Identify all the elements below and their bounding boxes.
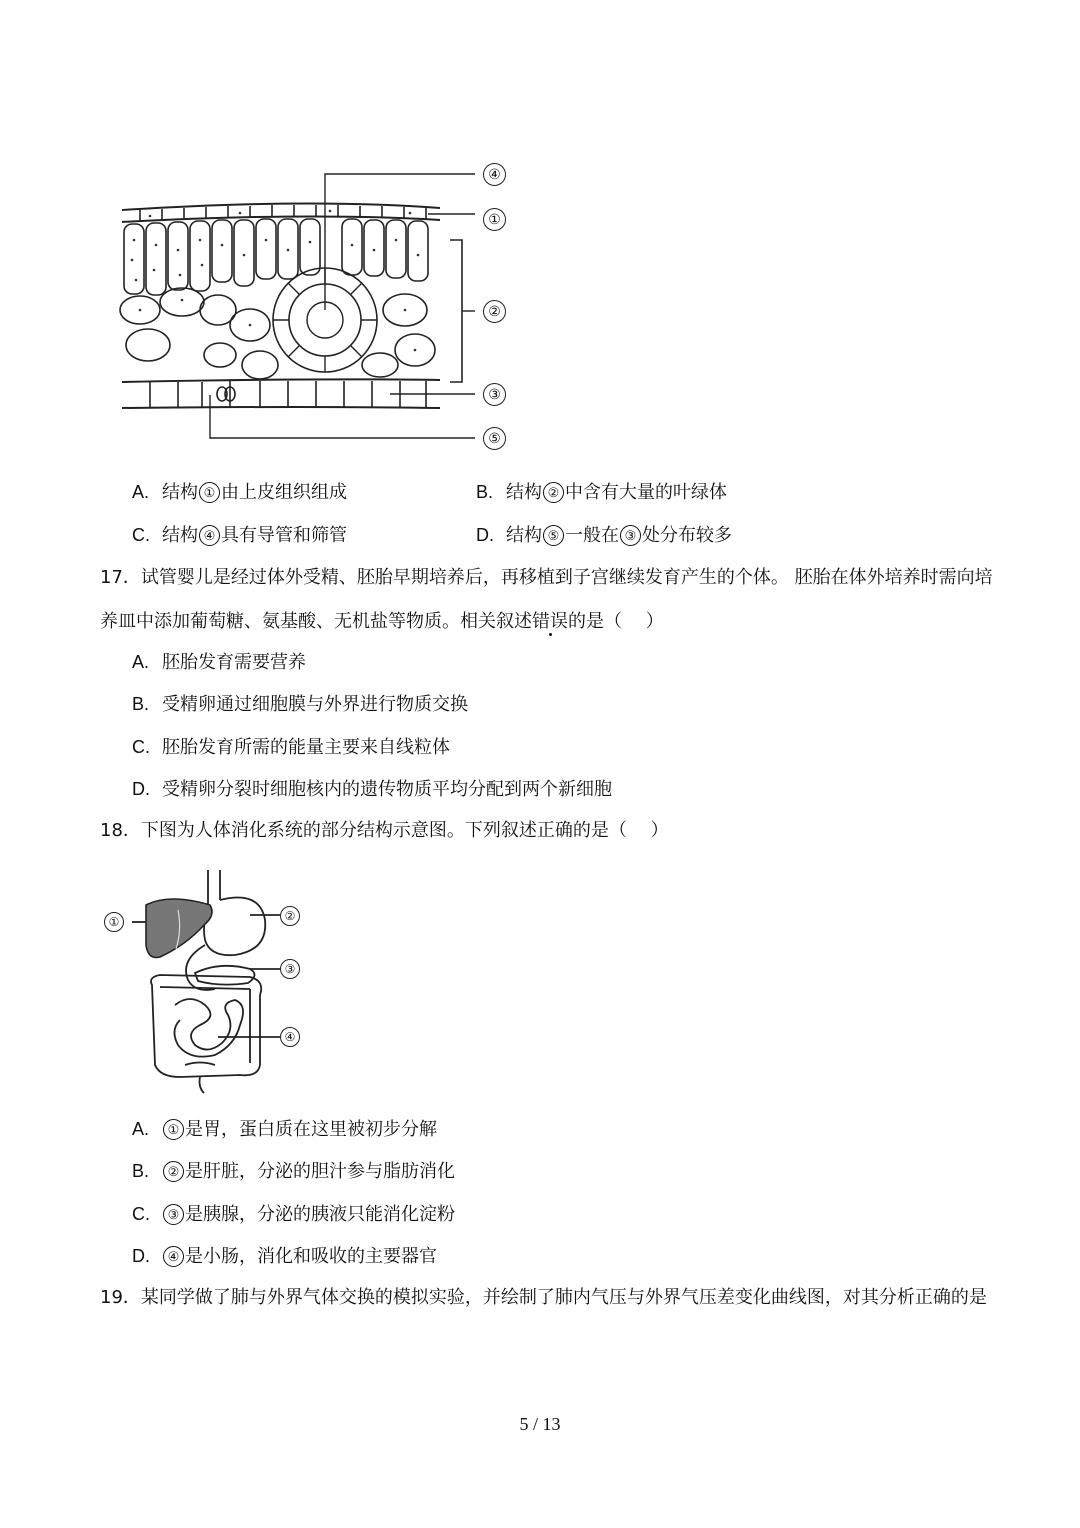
q16-option-c: C. 结构 ④ 具有导管和筛管 bbox=[132, 525, 347, 546]
digestive-diagram bbox=[100, 865, 320, 1095]
q16-option-a: A. 结构 ① 由上皮组织组成 bbox=[132, 482, 347, 503]
q19-stem: 19．某同学做了肺与外界气体交换的模拟实验，并绘制了肺内气压与外界气压差变化曲线图，对其分析正确的是 bbox=[100, 1287, 987, 1308]
q18-stem: 18．下图为人体消化系统的部分结构示意图。下列叙述正确的是（ ） bbox=[100, 820, 669, 841]
fig1-label-2: ② bbox=[483, 300, 506, 323]
q17-option-a: A. 胚胎发育需要营养 bbox=[132, 652, 306, 673]
fig2-label-3: ③ bbox=[280, 959, 300, 979]
fig1-label-4: ④ bbox=[483, 163, 506, 186]
fig1-label-5: ⑤ bbox=[483, 427, 506, 450]
q17-option-d: D. 受精卵分裂时细胞核内的遗传物质平均分配到两个新细胞 bbox=[132, 779, 612, 800]
fig1-label-3: ③ bbox=[483, 383, 506, 406]
fig2-label-1: ① bbox=[104, 912, 124, 932]
leaf-diagram bbox=[110, 160, 530, 460]
fig1-label-1: ① bbox=[483, 208, 506, 231]
emphasis-text: 错误 bbox=[532, 611, 568, 632]
q18-option-d: D. ④ 是小肠，消化和吸收的主要器官 bbox=[132, 1246, 437, 1267]
q16-option-b: B. 结构 ② 中含有大量的叶绿体 bbox=[476, 482, 727, 503]
q17-stem: 17．试管婴儿是经过体外受精、胚胎早期培养后，再移植到子宫继续发育产生的个体。 胚胎在体外培养时需向培养皿中添加葡萄糖、氨基酸、无机盐等物质。相关叙述错误的是（ ） bbox=[100, 567, 993, 632]
fig2-label-4: ④ bbox=[280, 1027, 300, 1047]
page-number: 5 / 13 bbox=[519, 1414, 561, 1434]
leaf-cross-section-figure bbox=[110, 160, 530, 460]
q17-option-b: B. 受精卵通过细胞膜与外界进行物质交换 bbox=[132, 694, 468, 715]
digestive-system-figure bbox=[100, 865, 320, 1095]
q17-option-c: C. 胚胎发育所需的能量主要来自线粒体 bbox=[132, 737, 450, 758]
q18-option-a: A. ① 是胃，蛋白质在这里被初步分解 bbox=[132, 1119, 437, 1140]
q16-option-d: D. 结构 ⑤ 一般在 ③ 处分布较多 bbox=[476, 525, 732, 546]
q18-option-c: C. ③ 是胰腺，分泌的胰液只能消化淀粉 bbox=[132, 1204, 455, 1225]
q18-option-b: B. ② 是肝脏，分泌的胆汁参与脂肪消化 bbox=[132, 1161, 455, 1182]
fig2-label-2: ② bbox=[280, 906, 300, 926]
